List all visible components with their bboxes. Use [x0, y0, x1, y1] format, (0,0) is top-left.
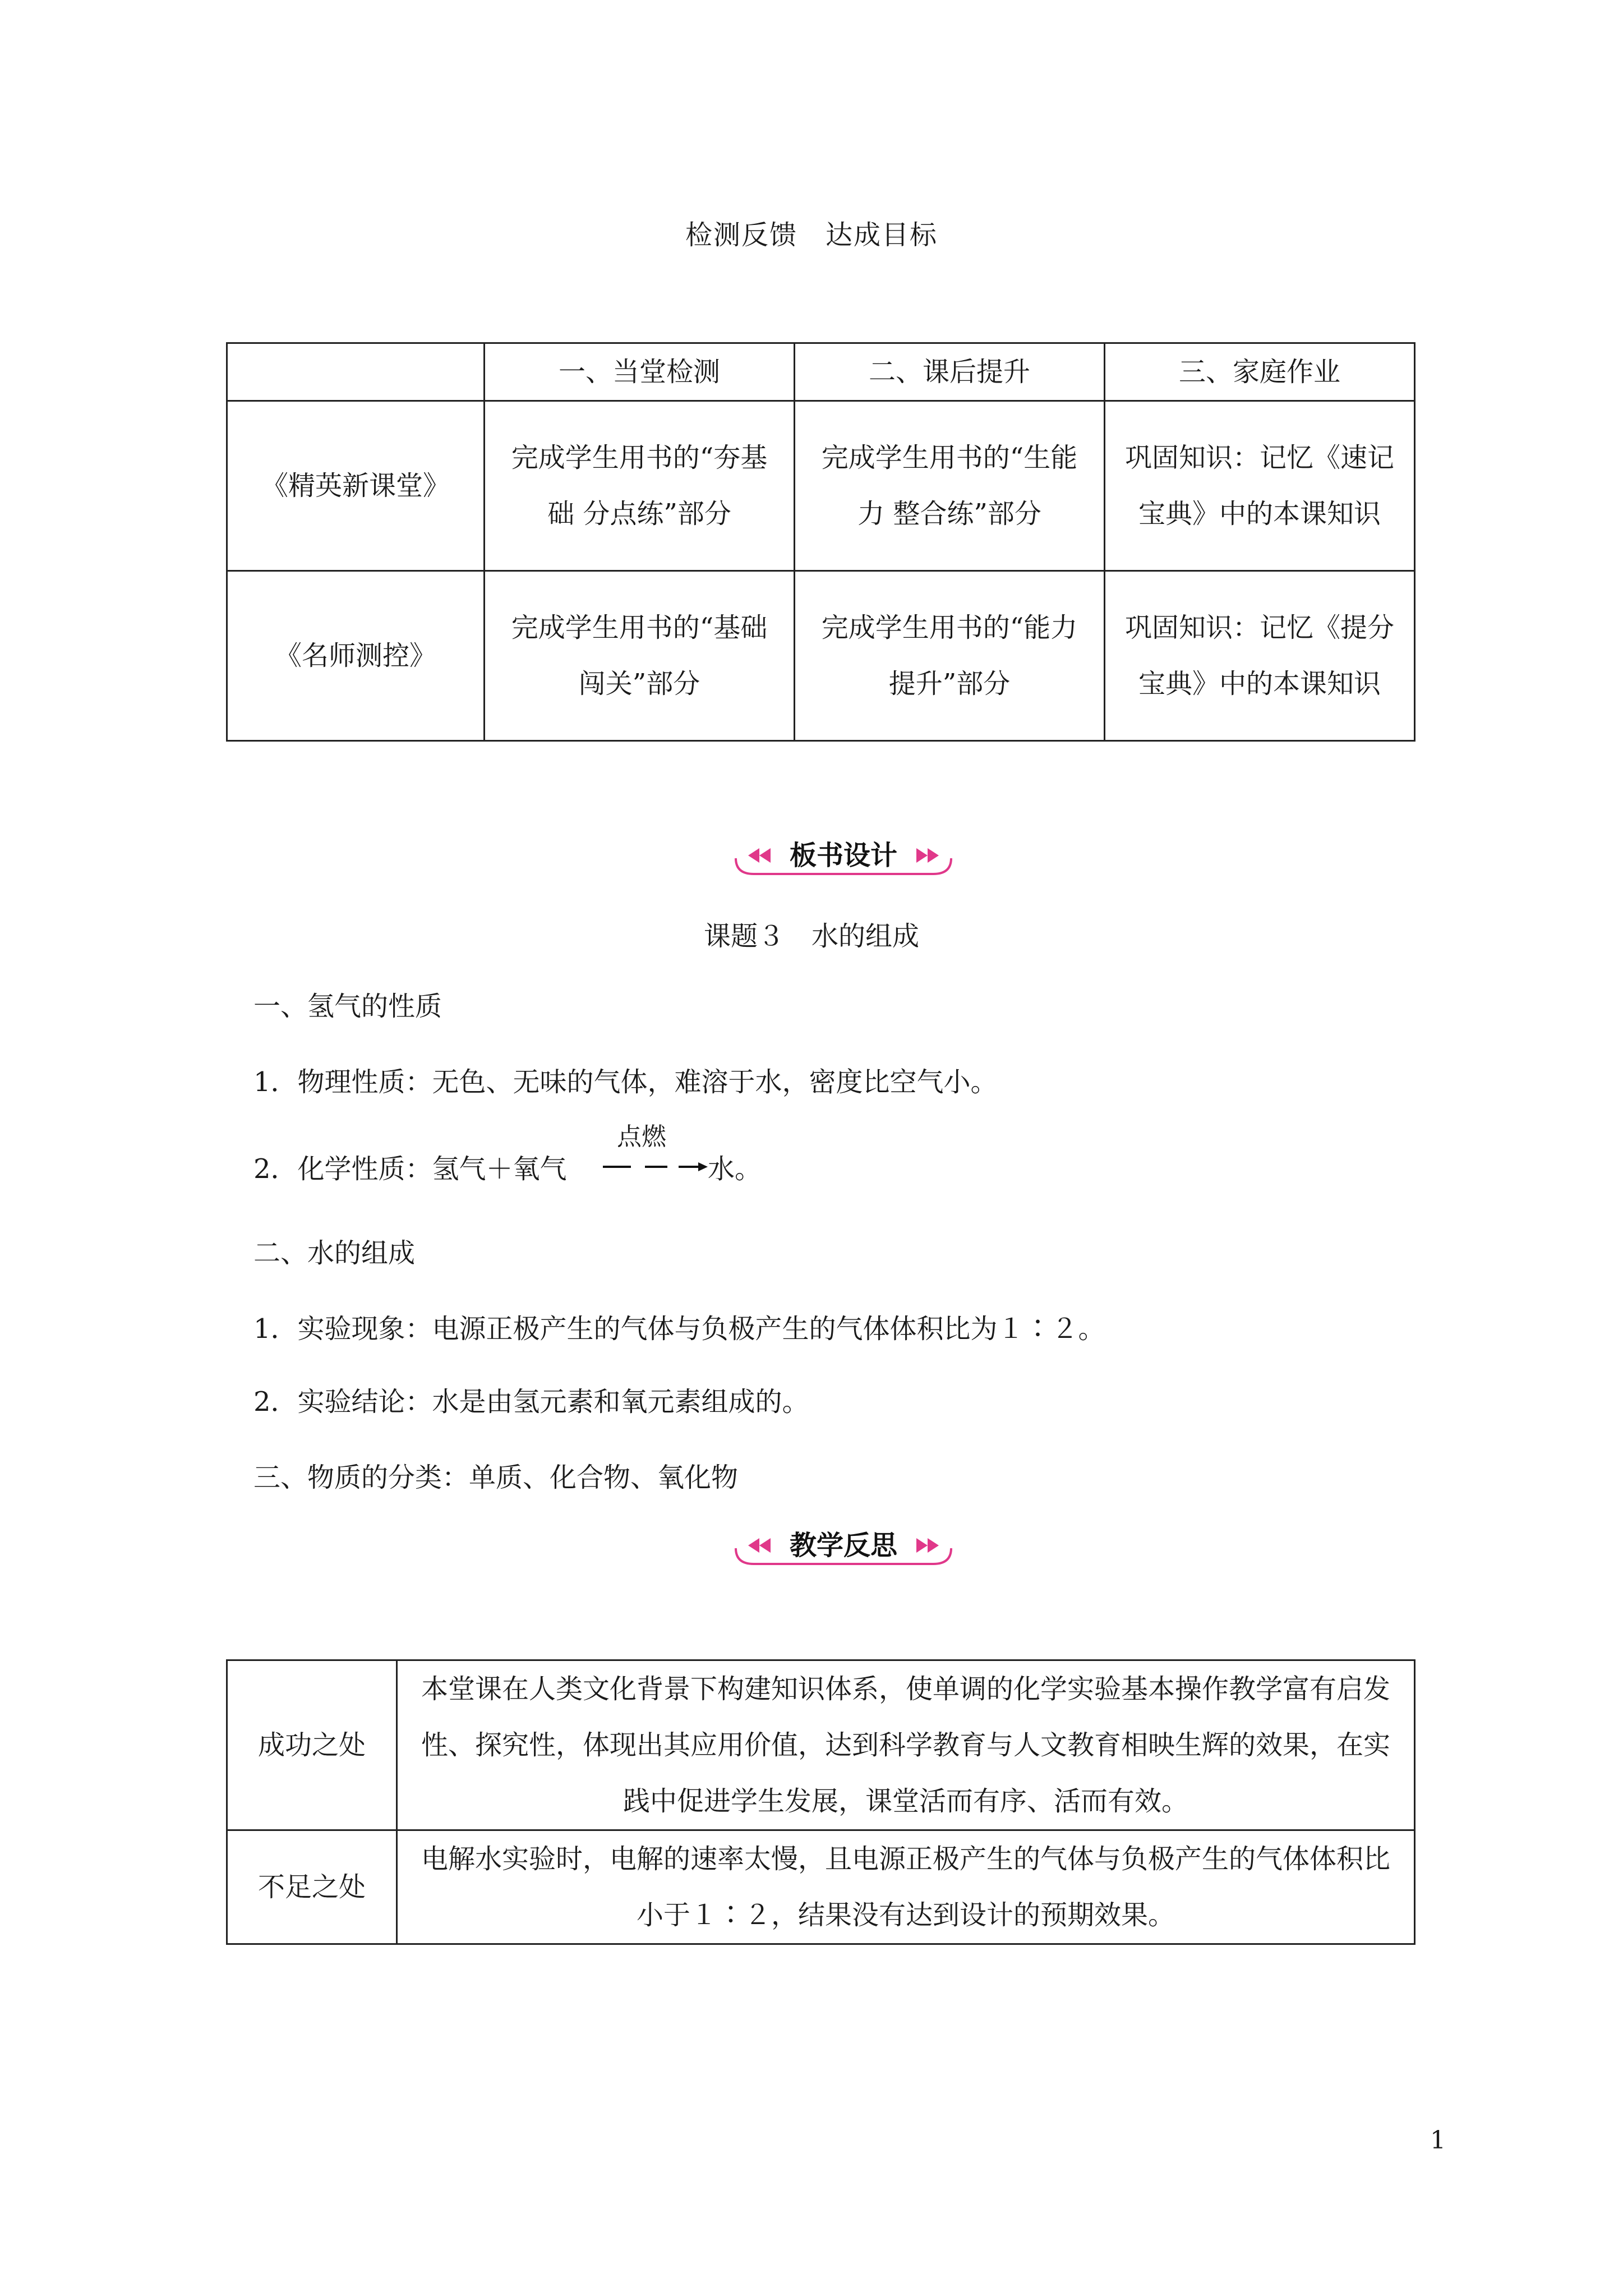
table-cell: 《名师测控》	[227, 571, 485, 741]
text-line: 1．实验现象：电源正极产生的气体与负极产生的气体体积比为１∶２。	[253, 1313, 1105, 1345]
table-row	[227, 401, 1415, 571]
table-row	[227, 1660, 1415, 1830]
section-heading: 检测反馈 达成目标	[685, 219, 938, 251]
table-cell: 完成学生用书的“夯基础 分点练”部分	[485, 401, 795, 571]
reaction-product: 水。	[708, 1153, 762, 1185]
table-cell: 电解水实验时，电解的速率太慢，且电源正极产生的气体与负极产生的气体体积比小于１∶２，结果没有达到设计的预期效果。	[397, 1830, 1415, 1944]
table-cell: 不足之处	[227, 1830, 397, 1944]
table-cell: 《精英新课堂》	[227, 401, 485, 571]
table-header-cell	[227, 343, 485, 401]
badge-label: 板书设计	[789, 840, 897, 871]
table-row	[227, 571, 1415, 741]
board-design-badge	[731, 836, 956, 881]
text-line: 1．物理性质：无色、无味的气体，难溶于水，密度比空气小。	[253, 1066, 998, 1098]
table-cell: 完成学生用书的“基础闯关”部分	[485, 571, 795, 741]
reaction-reactants: 2．化学性质：氢气＋氧气	[253, 1153, 567, 1185]
teaching-reflection-badge	[731, 1526, 956, 1571]
table-cell: 巩固知识：记忆《速记宝典》中的本课知识	[1105, 401, 1415, 571]
table-header-cell: 一、当堂检测	[485, 343, 795, 401]
reaction-arrow-icon	[600, 1156, 712, 1178]
section-title: 一、氢气的性质	[253, 991, 442, 1022]
badge-label: 教学反思	[789, 1530, 897, 1561]
table-cell: 本堂课在人类文化背景下构建知识体系，使单调的化学实验基本操作教学富有启发性、探究性，体现出其应用价值，达到科学教育与人文教育相映生辉的效果，在实践中促进学生发展，课堂活而有序、活而有效。	[397, 1660, 1415, 1830]
table-cell: 巩固知识：记忆《提分宝典》中的本课知识	[1105, 571, 1415, 741]
reaction-line	[253, 1147, 567, 1186]
homework-table	[226, 342, 1415, 742]
table-cell: 完成学生用书的“生能力 整合练”部分	[795, 401, 1105, 571]
table-header-cell: 二、课后提升	[795, 343, 1105, 401]
table-row	[227, 1830, 1415, 1944]
table-cell: 成功之处	[227, 1660, 397, 1830]
reflection-table	[226, 1659, 1415, 1945]
lesson-title: 课题３ 水的组成	[703, 921, 919, 952]
table-cell: 完成学生用书的“能力提升”部分	[795, 571, 1105, 741]
table-header-cell: 三、家庭作业	[1105, 343, 1415, 401]
reaction-condition: 点燃	[617, 1122, 666, 1151]
table-header-row	[227, 343, 1415, 401]
section-title: 二、水的组成	[253, 1237, 416, 1269]
section-title: 三、物质的分类：单质、化合物、氧化物	[253, 1462, 739, 1493]
text-line: 2．实验结论：水是由氢元素和氧元素组成的。	[253, 1386, 809, 1418]
page-number: 1	[1430, 2126, 1446, 2155]
